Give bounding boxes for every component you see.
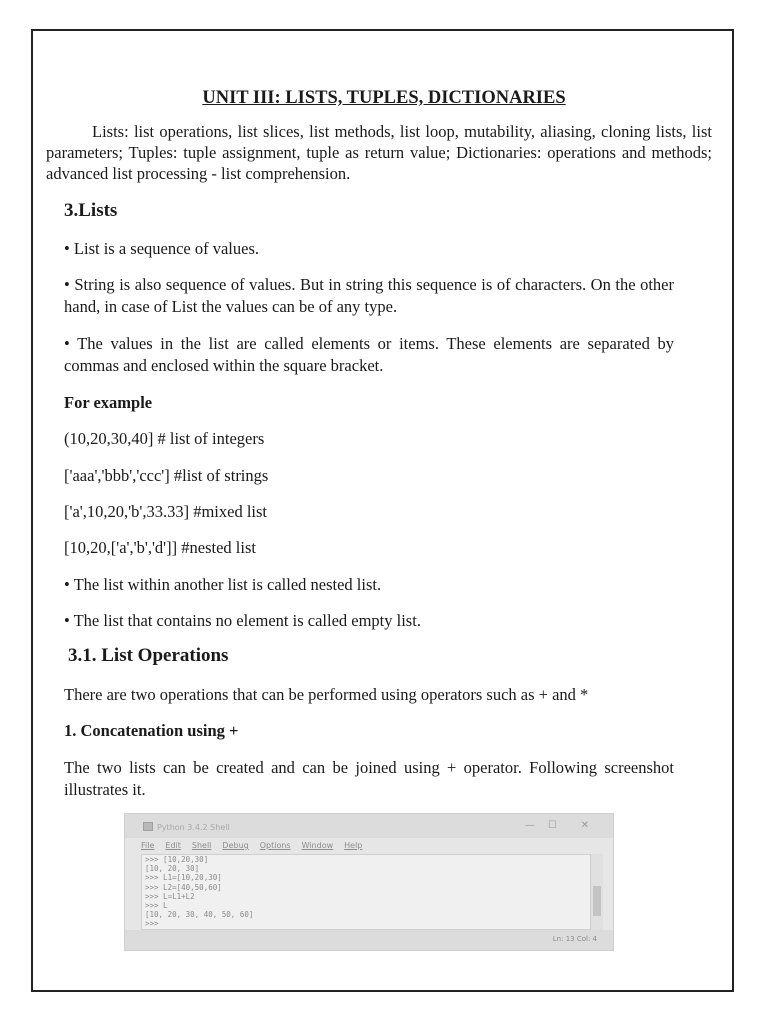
heading-list-operations: 3.1. List Operations <box>68 645 229 666</box>
example-mixed: ['a',10,20,'b',33.33] #mixed list <box>64 502 267 521</box>
maximize-icon: ☐ <box>548 820 557 831</box>
bullet-sequence: • List is a sequence of values. <box>64 239 260 258</box>
example-integers: (10,20,30,40] # list of integers <box>64 429 265 448</box>
console-line: [10, 20, 30, 40, 50, 60] <box>145 910 254 920</box>
menu-options: Options <box>259 841 291 850</box>
cursor-position: Ln: 13 Col: 4 <box>552 935 597 943</box>
console-line: >>> L1=[10,20,30] <box>145 873 222 883</box>
operations-intro: There are two operations that can be performed using operators such as + and * <box>64 685 589 704</box>
idle-shell-screenshot <box>124 813 614 951</box>
menu-file: File <box>141 841 155 850</box>
window-title: Python 3.4.2 Shell <box>157 823 230 832</box>
status-bar <box>125 930 613 950</box>
shell-console <box>141 854 597 930</box>
menu-edit: Edit <box>165 841 181 850</box>
menu-shell: Shell <box>191 841 212 850</box>
example-strings: ['aaa','bbb','ccc'] #list of strings <box>64 466 269 485</box>
console-scrollbar <box>590 854 603 930</box>
bullet-nested-list: • The list within another list is called nested list. <box>64 575 382 594</box>
subheading-concatenation: 1. Concatenation using + <box>64 721 239 740</box>
bullet-string: • String is also sequence of values. But in string this sequence is of characters. On the other hand, in case of List the values can be of any type. <box>64 275 674 316</box>
console-line: >>> L2=[40,50,60] <box>145 882 222 892</box>
console-line: [10, 20, 30] <box>145 864 200 874</box>
page-title: UNIT III: LISTS, TUPLES, DICTIONARIES <box>202 88 566 108</box>
console-line: >>> L=L1+L2 <box>145 891 195 901</box>
minimize-icon: — <box>525 820 535 831</box>
menu-window: Window <box>301 841 334 850</box>
window-titlebar <box>125 814 613 838</box>
bullet-empty-list: • The list that contains no element is called empty list. <box>64 611 421 630</box>
close-icon: ✕ <box>580 820 589 831</box>
bullet-elements: • The values in the list are called elements or items. These elements are separated by commas and enclosed within the square bracket. <box>64 334 674 375</box>
heading-lists: 3.Lists <box>64 200 118 221</box>
menu-debug: Debug <box>222 841 249 850</box>
example-label: For example <box>64 393 153 412</box>
python-app-icon <box>143 822 153 831</box>
menu-bar <box>141 841 362 850</box>
console-line: >>> L <box>145 901 168 911</box>
scrollbar-thumb <box>593 886 601 916</box>
example-nested: [10,20,['a','b','d']] #nested list <box>64 538 256 557</box>
unit-intro: Lists: list operations, list slices, list methods, list loop, mutability, aliasing, cloning lists, list parameters; Tuples: tuple assignment, tuple as return value; Dictionaries: operations and methods; advanced list processing - list comprehension. <box>46 122 712 183</box>
console-line: >>> [10,20,30] <box>145 855 209 864</box>
concatenation-text: The two lists can be created and can be joined using + operator. Following screenshot illustrates it. <box>64 758 674 799</box>
menu-help: Help <box>344 841 363 850</box>
console-line: >>> <box>145 919 159 929</box>
